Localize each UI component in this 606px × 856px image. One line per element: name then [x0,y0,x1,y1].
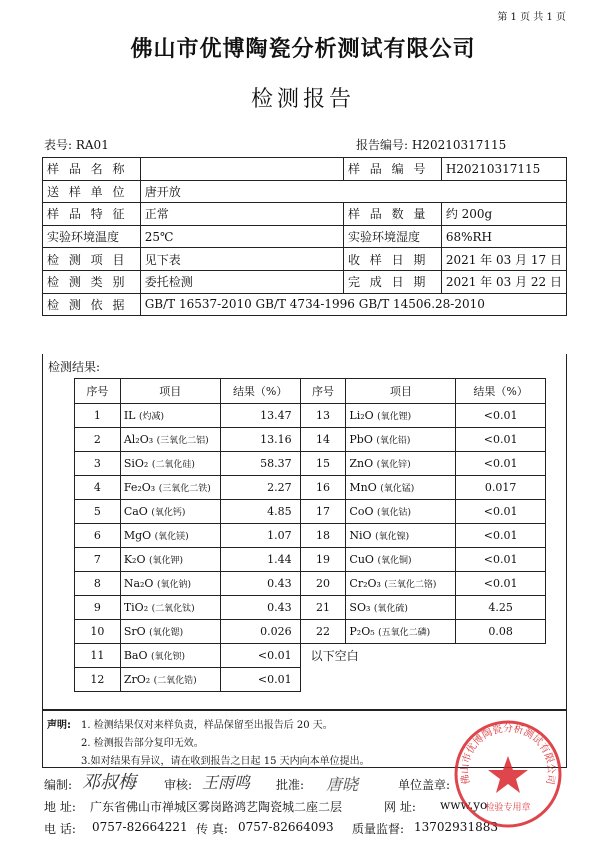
result-item-cn: (三氧化二铬) [384,580,437,590]
feature-value: 正常 [140,203,343,226]
result-row [75,572,546,596]
result-no-text: 12 [90,673,105,686]
result-no-text: 5 [93,505,101,518]
result-item [346,404,456,428]
official-seal-stamp [452,718,564,830]
result-row [75,404,546,428]
result-item-cn: (氧化硫) [373,604,408,614]
company-name: 佛山市优博陶瓷分析测试有限公司 [130,37,476,62]
form-number: 表号: RA01 [44,138,109,152]
declaration-line-2: 2. 检测报告部分复印无效。 [81,738,204,749]
result-no [300,524,346,548]
result-item [346,428,456,452]
result-value [220,524,300,548]
sample-no-value: H20210317115 [441,158,566,181]
submitter-label: 送 样 单 位 [43,180,141,203]
result-item-text: NiO [349,529,372,542]
basis-label: 检 测 依 据 [43,293,141,316]
result-row [75,668,546,692]
result-item-text: Na₂O [123,577,154,590]
result-value [220,452,300,476]
declaration-label: 声明: [47,720,71,731]
website-value: www.yo [440,798,488,812]
sample-name-label: 样 品 名 称 [43,158,141,181]
reviewed-label: 审核: [164,778,193,792]
result-value-text: <0.01 [483,457,518,470]
result-item-cn: (氧化锂) [377,412,412,422]
receive-date-label: 收 样 日 期 [343,248,441,271]
result-value-text: <0.01 [483,577,518,590]
result-row [75,452,546,476]
result-item-text: Li₂O [349,409,374,422]
result-item [346,476,456,500]
result-value [220,644,300,668]
result-no-text: 9 [93,601,101,614]
result-no [300,428,346,452]
result-no [75,596,121,620]
blank-note-text: 以下空白 [310,649,359,664]
result-value [456,404,546,428]
feature-label: 样 品 特 征 [43,203,141,226]
result-item-cn: (灼减) [138,412,165,422]
result-no-text: 11 [90,649,105,662]
test-item-value: 见下表 [140,248,343,271]
result-value [220,572,300,596]
result-row [75,548,546,572]
result-item-cn: (氧化镁) [154,532,189,542]
seal-label: 单位盖章: [398,778,451,792]
result-value [220,620,300,644]
result-no [75,572,121,596]
test-item-label: 检 测 项 目 [43,248,141,271]
result-value-text: <0.01 [257,649,292,662]
result-item-cn: (氧化铅) [376,436,411,446]
result-item-cn: (二氧化硅) [151,460,195,470]
result-row [75,428,546,452]
result-item [120,500,220,524]
result-item [346,524,456,548]
result-item [120,428,220,452]
result-no [75,644,121,668]
result-item-cn: (氧化锰) [380,484,415,494]
result-value-text: 0.08 [488,625,513,638]
declaration-line-3: 3.如对结果有异议，请在收到报告之日起 15 天内向本单位提出。 [81,756,370,767]
sample-name-value [140,158,343,181]
result-no [75,620,121,644]
seal-ring-text: 佛山市优博陶瓷分析测试有限公司 [459,723,557,786]
result-item [120,668,220,692]
result-item-text: IL [123,409,136,422]
result-no [75,476,121,500]
result-row [75,524,546,548]
result-value-text: <0.01 [483,553,518,566]
prepared-label: 编制: [44,778,73,792]
result-value [456,428,546,452]
reviewed-signature: 王雨鸣 [202,773,251,792]
result-value-text: 0.026 [260,625,292,638]
result-no [300,500,346,524]
result-value-text: 0.017 [484,481,517,494]
address-value: 广东省佛山市禅城区雾岗路鸿艺陶瓷城二座二层 [90,800,343,814]
result-item-cn: (五氧化二磷) [378,628,431,638]
result-no [75,428,121,452]
result-value-text: 0.43 [267,601,292,614]
result-no [75,524,121,548]
result-item [346,548,456,572]
result-no-text: 16 [315,481,330,494]
result-item [120,548,220,572]
approved-label: 批准: [276,778,305,792]
result-value [456,548,546,572]
result-no-text: 22 [315,625,330,638]
result-item [120,644,220,668]
result-item [120,596,220,620]
result-item-text: ZrO₂ [123,673,151,686]
result-no [300,596,346,620]
basis-value: GB/T 16537-2010 GB/T 4734-1996 GB/T 14506.28-2010 [140,293,566,316]
result-item-text: CoO [349,505,374,518]
quantity-label: 样 品 数 量 [343,203,441,226]
result-item-text: PbO [349,433,373,446]
result-no-text: 2 [93,433,101,446]
result-value [456,476,546,500]
result-item-text: MnO [349,481,377,494]
result-item-text: SO₃ [349,601,371,614]
result-value-text: 58.37 [260,457,292,470]
result-value [456,572,546,596]
result-item-text: MgO [123,529,152,542]
result-value-text: <0.01 [257,673,292,686]
result-no [300,404,346,428]
env-temp-value: 25℃ [140,225,343,248]
prepared-signature: 邓叔梅 [82,772,136,793]
result-value-text: 1.44 [267,553,292,566]
result-value-text: <0.01 [483,433,518,446]
result-item [346,596,456,620]
receive-date-value: 2021 年 03 月 17 日 [441,248,566,271]
result-no [75,548,121,572]
complete-date-label: 完 成 日 期 [343,270,441,293]
result-item [346,572,456,596]
result-no [75,452,121,476]
result-no-text: 21 [315,601,330,614]
test-type-label: 检 测 类 别 [43,270,141,293]
result-no-text: 18 [315,529,330,542]
result-item [120,476,220,500]
result-value [220,428,300,452]
submitter-value: 唐开放 [140,180,566,203]
result-no [75,404,121,428]
col-header-result-2: 结果（%） [456,379,546,404]
result-row [75,476,546,500]
approved-signature: 唐晓 [326,775,359,794]
result-value-text: 1.07 [267,529,292,542]
result-value-text: 0.43 [267,577,292,590]
result-no [300,572,346,596]
result-item-text: Cr₂O₃ [349,577,381,590]
result-no [300,620,346,644]
result-item-cn: (氧化铜) [377,556,412,566]
result-value-text: 13.47 [260,409,292,422]
hotline-label: 质量监督: [352,822,405,836]
result-value [456,596,546,620]
result-item-cn: (氧化钙) [151,508,186,518]
fax-label: 传 真: [196,822,228,836]
sample-info-table [42,157,567,316]
result-item [120,524,220,548]
test-type-value: 委托检测 [140,270,343,293]
result-value [220,476,300,500]
result-no-text: 6 [93,529,101,542]
col-header-result: 结果（%） [220,379,300,404]
result-row [75,620,546,644]
result-item-cn: (氧化锶) [149,628,184,638]
result-value-text: <0.01 [483,409,518,422]
result-item-cn: (三氧化二铁) [158,484,211,494]
col-header-no: 序号 [75,379,121,404]
env-humidity-value: 68%RH [441,225,566,248]
env-temp-label: 实验环境温度 [43,225,141,248]
result-row [75,596,546,620]
result-item-text: ZnO [349,457,374,470]
result-no-text: 10 [90,625,105,638]
result-item-text: Al₂O₃ [123,433,154,446]
result-item-text: SrO [123,625,146,638]
empty-cell [300,668,545,692]
result-value [220,668,300,692]
result-item [346,620,456,644]
result-value [220,404,300,428]
result-no-text: 8 [93,577,101,590]
fax-value: 0757-82664093 [238,820,334,834]
result-no-text: 19 [315,553,330,566]
result-item [120,620,220,644]
result-item-text: P₂O₅ [349,625,375,638]
result-item-text: TiO₂ [123,601,149,614]
result-no [300,548,346,572]
result-no-text: 20 [315,577,330,590]
result-no [300,452,346,476]
result-item-cn: (三氧化二铝) [156,436,209,446]
result-item-cn: (氧化镍) [375,532,410,542]
env-humidity-label: 实验环境湿度 [343,225,441,248]
result-item-text: Fe₂O₃ [123,481,156,494]
result-row [75,644,546,668]
result-value-text: 4.85 [267,505,292,518]
result-no-text: 17 [315,505,330,518]
result-value-text: <0.01 [483,505,518,518]
result-no-text: 14 [315,433,330,446]
result-item-cn: (氧化钡) [151,652,186,662]
result-no-text: 13 [315,409,330,422]
result-value-text: <0.01 [483,529,518,542]
result-item-text: CuO [349,553,374,566]
result-value [456,452,546,476]
result-item [346,452,456,476]
declaration-line-1: 1. 检测结果仅对来样负责，样品保留至出报告后 20 天。 [81,720,333,731]
result-item-cn: (氧化钴) [376,508,411,518]
result-item [346,500,456,524]
result-item-cn: (二氧化锆) [153,676,197,686]
col-header-item: 项目 [120,379,220,404]
phone-label: 电 话: [44,822,76,836]
document-title: 检测报告 [250,87,355,112]
result-value [220,596,300,620]
result-item [120,452,220,476]
address-label: 地 址: [44,800,76,814]
col-header-no-2: 序号 [300,379,346,404]
result-value-text: 2.27 [267,481,292,494]
phone-value: 0757-82664221 [92,820,188,834]
result-no [300,476,346,500]
result-no-text: 3 [93,457,101,470]
result-value-text: 13.16 [260,433,292,446]
results-title: 检测结果: [48,360,101,374]
result-item [120,404,220,428]
result-no-text: 4 [93,481,101,494]
result-value-text: 4.25 [488,601,513,614]
result-value [456,620,546,644]
result-item-cn: (氧化钾) [148,556,184,566]
result-value [220,500,300,524]
website-label: 网 址: [384,800,416,814]
quantity-value: 约 200g [441,203,566,226]
result-value [456,500,546,524]
result-item-text: SiO₂ [123,457,149,470]
result-item-text: BaO [123,649,148,662]
result-value [220,548,300,572]
result-item-cn: (氧化锌) [376,460,411,470]
blank-note [300,644,545,668]
result-no [75,500,121,524]
result-no-text: 1 [93,409,101,422]
result-value [456,524,546,548]
page-number: 第 1 页 共 1 页 [497,12,566,23]
sample-no-label: 样 品 编 号 [343,158,441,181]
results-table [74,378,546,692]
complete-date-value: 2021 年 03 月 22 日 [441,270,566,293]
seal-center-text: 检验专用章 [485,803,531,813]
result-no-text: 7 [93,553,101,566]
result-item-text: K₂O [123,553,146,566]
result-row [75,500,546,524]
result-no [75,668,121,692]
report-number: 报告编号: H20210317115 [356,138,507,152]
hotline-value: 13702931883 [414,820,498,834]
result-item-cn: (氧化钠) [156,580,191,590]
result-no-text: 15 [315,457,330,470]
col-header-item-2: 项目 [346,379,456,404]
result-item [120,572,220,596]
result-item-text: CaO [123,505,148,518]
result-item-cn: (二氧化钛) [151,604,195,614]
